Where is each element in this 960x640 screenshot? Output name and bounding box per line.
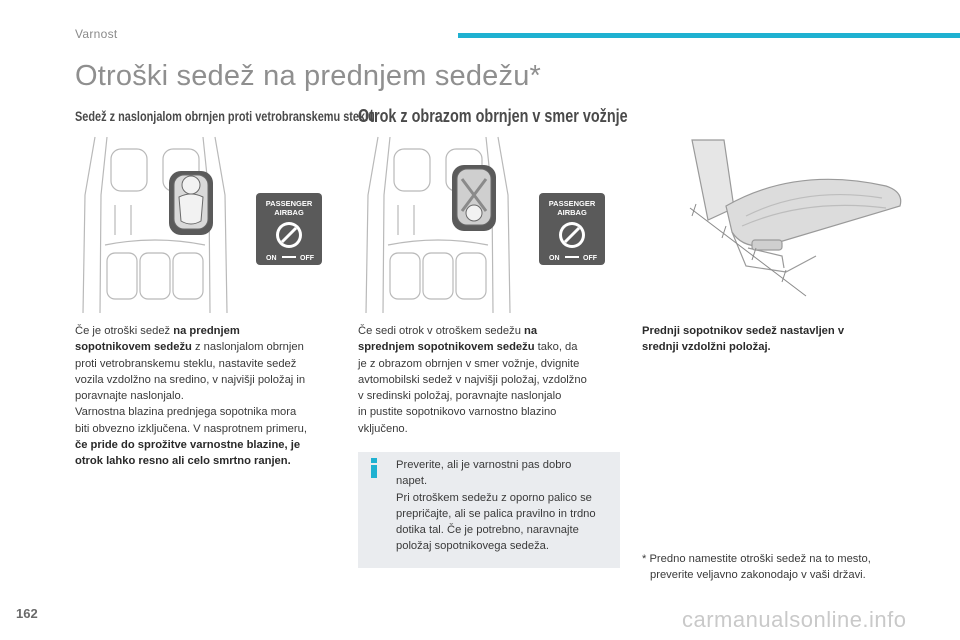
left-p2-line4: otrok lahko resno ali celo smrtno ranjen. [75,455,291,468]
airbag-label-line2: AIRBAG [557,208,587,217]
right-line2: srednji vzdolžni položaj. [642,341,771,354]
airbag-off-panel-left [256,193,322,265]
info-icon [366,458,382,478]
seat-side-view-diagram [686,136,916,304]
rear-facing-seat-diagram [75,135,235,313]
middle-text-block [358,323,628,437]
left-p1-line4: vozila vzdolžno na sredino, v najvišji položaj in [75,373,306,386]
info-line2: napet. [396,475,428,488]
left-p2-line3: če pride do sprožitve varnostne blazine, je [75,439,301,452]
footnote [642,551,932,584]
airbag-off-panel-middle [539,193,605,265]
left-p1-line2: sopotnikovem sedežu z naslonjalom obrnjen [75,341,304,354]
mid-line7: vključeno. [358,422,408,435]
section-label: Varnost [75,27,118,41]
mid-line2: sprednjem sopotnikovem sedežu tako, da [358,341,578,354]
info-line1: Preverite, ali je varnostni pas dobro [396,459,572,471]
heading-forward-facing: Otrok z obrazom obrnjen v smer vožnje [358,106,628,126]
info-line4: prepričajte, ali se palica pravilno in trdno [396,507,596,520]
watermark: carmanualsonline.info [682,607,907,632]
airbag-label-line1: PASSENGER [265,199,313,208]
footnote-line1: * Predno namestite otroški sedež na to mesto, [642,553,871,565]
right-line1: Prednji sopotnikov sedež nastavljen v [642,325,845,337]
right-text-block [642,323,932,356]
airbag-off-label: OFF [583,255,597,262]
left-text-block [75,323,345,470]
info-line5: dotika tal. Če je potrebno, naravnajte [396,524,579,537]
airbag-on-label: ON [266,255,277,262]
left-p1-line3: proti vetrobranskemu steklu, nastavite sedež [75,357,297,370]
airbag-off-label: OFF [300,255,314,262]
mid-line4: avtomobilski sedež v najvišji položaj, vzdolžno [358,373,587,386]
heading-rear-facing: Sedež z naslonjalom obrnjen proti vetrobranskemu steklu [75,108,375,124]
page-title: Otroški sedež na prednjem sedežu* [75,60,542,92]
mid-line6: in pustite sopotnikovo varnostno blazino [358,406,557,419]
mid-line3: je z obrazom obrnjen v smer vožnje, dvignite [358,357,580,370]
forward-facing-seat-diagram [358,135,518,313]
footnote-line2: preverite veljavno zakonodajo v vaši državi. [650,569,866,582]
mid-line5: v sredinski položaj, poravnajte naslonjalo [358,390,562,403]
info-text [396,457,616,555]
left-p1-line5: poravnajte naslonjalo. [75,390,184,403]
airbag-label-line1: PASSENGER [548,199,596,208]
left-p2-line2: biti obvezno izključena. V nasprotnem primeru, [75,422,307,435]
mid-line1: Če sedi otrok v otroškem sedežu na [358,325,538,337]
info-line6: položaj sopotnikovega sedeža. [396,540,550,553]
airbag-label-line2: AIRBAG [274,208,304,217]
info-line3: Pri otroškem sedežu z oporno palico se [396,491,592,504]
left-p2-line1: Varnostna blazina prednjega sopotnika mora [75,406,297,419]
airbag-on-label: ON [549,255,560,262]
page-number: 162 [16,606,38,621]
left-p1-line1: Če je otroški sedež na prednjem [75,325,240,337]
header-accent-bar [458,33,960,38]
